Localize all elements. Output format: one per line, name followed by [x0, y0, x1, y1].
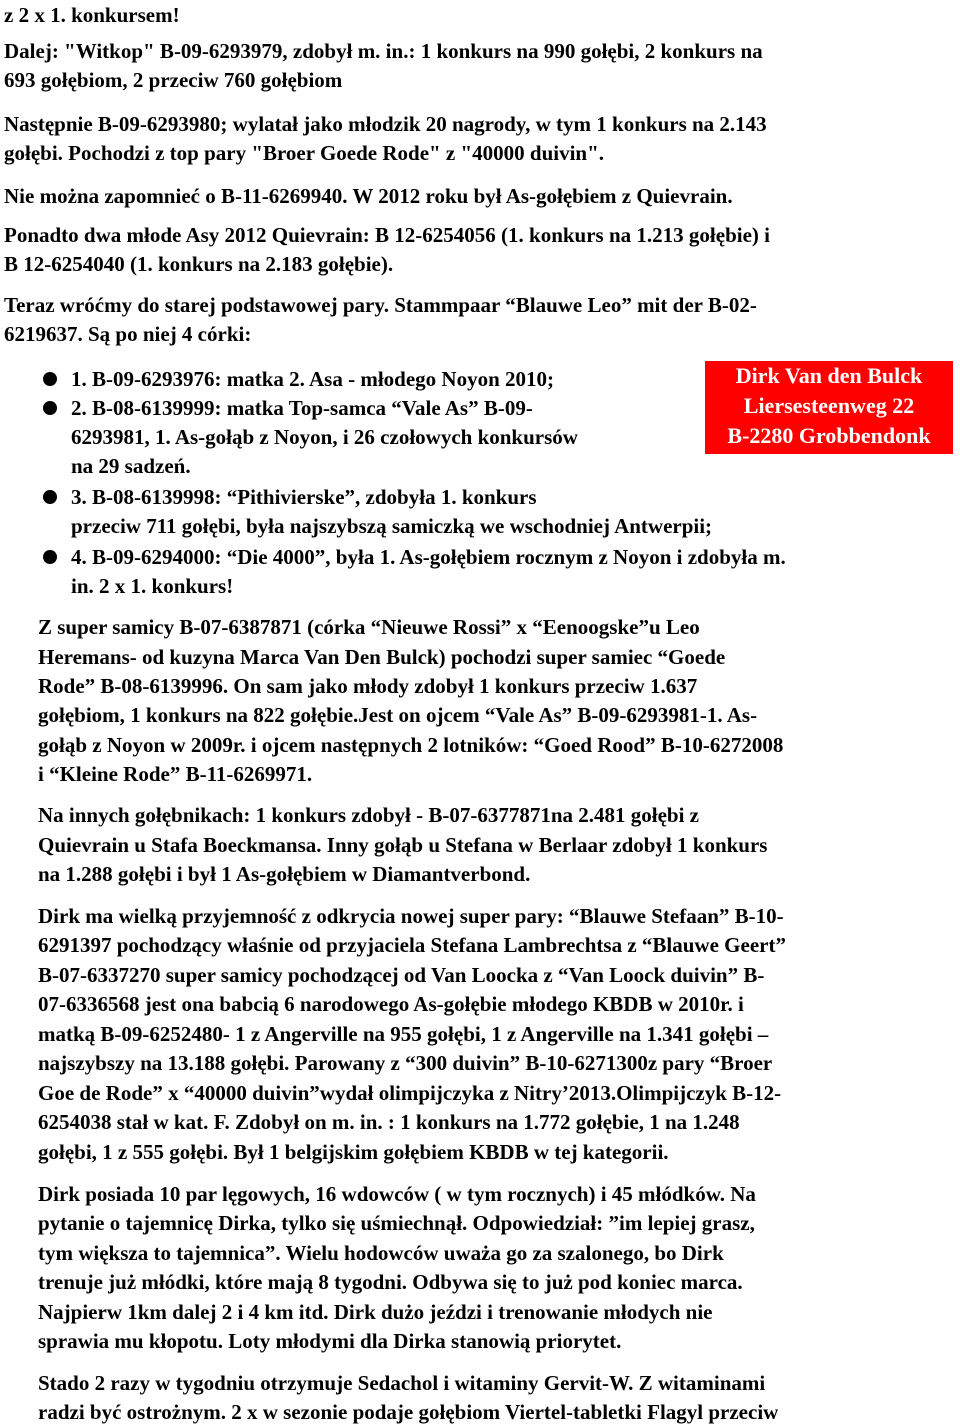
text-line: Nie można zapomnieć o B-11-6269940. W 2012 roku był As-gołębiem z Quievrain.	[4, 184, 733, 208]
text-line: Teraz wróćmy do starej podstawowej pary. Stammpaar “Blauwe Leo” mit der B-02-	[4, 293, 757, 317]
text-line: pytanie o tajemnicę Dirka, tylko się uśmiechnął. Odpowiedział: ”im lepiej grasz,	[38, 1211, 755, 1235]
text-line: in. 2 x 1. konkurs!	[71, 574, 234, 598]
address-name: Dirk Van den Bulck	[735, 363, 923, 388]
text-line: na 1.288 gołębi i był 1 As-gołębiem w Diamantverbond.	[38, 862, 531, 886]
text-line: B-07-6337270 super samicy pochodzącej od Van Loocka z “Van Loock duivin” B-	[38, 963, 765, 987]
text-line: gołębi, 1 z 555 gołębi. Był 1 belgijskim gołębiem KBDB w tej kategorii.	[38, 1140, 669, 1164]
text-line: 4. B-09-6294000: “Die 4000”, była 1. As-gołębiem rocznym z Noyon i zdobyła m.	[71, 545, 786, 569]
text-line: i “Kleine Rode” B-11-6269971.	[38, 762, 313, 786]
text-line: gołębiom, 1 konkurs na 822 gołębie.Jest on ojcem “Vale As” B-09-6293981-1. As-	[38, 703, 758, 727]
text-line: najszybszy na 13.188 gołębi. Parowany z “300 duivin” B-10-6271300z pary “Broer	[38, 1051, 773, 1075]
text-line: na 29 sadzeń.	[71, 454, 191, 478]
text-line: radzi być ostrożnym. 2 x w sezonie podaje gołębiom Viertel-tabletki Flagyl przeciw	[38, 1400, 779, 1424]
address-box	[705, 361, 953, 454]
text-line: Na innych gołębnikach: 1 konkurs zdobył - B-07-6377871na 2.481 gołębi z	[38, 803, 700, 827]
text-line: 693 gołębiom, 2 przeciw 760 gołębiom	[4, 68, 343, 92]
text-line: z 2 x 1. konkursem!	[4, 3, 180, 27]
text-line: 3. B-08-6139998: “Pithivierske”, zdobyła 1. konkurs	[71, 485, 537, 509]
text-line: Dalej: "Witkop" B-09-6293979, zdobył m. in.: 1 konkurs na 990 gołębi, 2 konkurs na	[4, 39, 763, 63]
text-line: przeciw 711 gołębi, była najszybszą samiczką we wschodniej Antwerpii;	[71, 514, 713, 538]
text-line: 6254038 stał w kat. F. Zdobył on m. in. : 1 konkurs na 1.772 gołębie, 1 na 1.248	[38, 1110, 740, 1134]
text-line: Dirk posiada 10 par lęgowych, 16 wdowców ( w tym rocznych) i 45 młódków. Na	[38, 1182, 756, 1206]
text-line: trenuje już młódki, które mają 8 tygodni. Odbywa się to już pod koniec marca.	[38, 1270, 743, 1294]
text-line: Najpierw 1km dalej 2 i 4 km itd. Dirk dużo jeździ i trenowanie młodych nie	[38, 1300, 713, 1324]
text-line: Ponadto dwa młode Asy 2012 Quievrain: B 12-6254056 (1. konkurs na 1.213 gołębie) i	[4, 223, 770, 247]
text-line: 2. B-08-6139999: matka Top-samca “Vale As” B-09-	[71, 396, 533, 420]
filled-circle-bullet-icon	[43, 490, 57, 504]
address-street: Liersesteenweg 22	[743, 393, 915, 418]
filled-circle-bullet-icon	[43, 550, 57, 564]
filled-circle-bullet-icon	[43, 401, 57, 415]
text-line: B 12-6254040 (1. konkurs na 2.183 gołębie).	[4, 252, 394, 276]
text-line: gołębi. Pochodzi z top pary "Broer Goede Rode" z "40000 duivin".	[4, 141, 605, 165]
text-line: Rode” B-08-6139996. On sam jako młody zdobył 1 konkurs przeciw 1.637	[38, 674, 698, 698]
address-city: B-2280 Grobbendonk	[727, 423, 931, 448]
text-line: Następnie B-09-6293980; wylatał jako młodzik 20 nagrody, w tym 1 konkurs na 2.143	[4, 112, 767, 136]
text-line: tym większa to tajemnica”. Wielu hodowców uważa go za szalonego, bo Dirk	[38, 1241, 724, 1265]
text-line: gołąb z Noyon w 2009r. i ojcem następnych 2 lotników: “Goed Rood” B-10-6272008	[38, 733, 784, 757]
text-line: Goe de Rode” x “40000 duivin”wydał olimpijczyka z Nitry’2013.Olimpijczyk B-12-	[38, 1081, 782, 1105]
text-line: Quievrain u Stafa Boeckmansa. Inny gołąb u Stefana w Berlaar zdobył 1 konkurs	[38, 833, 768, 857]
text-line: 6291397 pochodzący właśnie od przyjaciela Stefana Lambrechtsa z “Blauwe Geert”	[38, 933, 786, 957]
text-line: sprawia mu kłopotu. Loty młodymi dla Dirka stanowią priorytet.	[38, 1329, 622, 1353]
text-line: matką B-09-6252480- 1 z Angerville na 955 gołębi, 1 z Angerville na 1.341 gołębi –	[38, 1022, 769, 1046]
text-line: 1. B-09-6293976: matka 2. Asa - młodego Noyon 2010;	[71, 367, 554, 391]
text-line: 07-6336568 jest ona babcią 6 narodowego As-gołębie młodego KBDB w 2010r. i	[38, 992, 744, 1016]
text-line: Dirk ma wielką przyjemność z odkrycia nowej super pary: “Blauwe Stefaan” B-10-	[38, 904, 784, 928]
filled-circle-bullet-icon	[43, 372, 57, 386]
text-line: Z super samicy B-07-6387871 (córka “Nieuwe Rossi” x “Eenoogske”u Leo	[38, 615, 700, 639]
text-line: 6219637. Są po niej 4 córki:	[4, 322, 252, 346]
text-line: Stado 2 razy w tygodniu otrzymuje Sedachol i witaminy Gervit-W. Z witaminami	[38, 1371, 766, 1395]
text-line: 6293981, 1. As-gołąb z Noyon, i 26 czołowych konkursów	[71, 425, 578, 449]
text-line: Heremans- od kuzyna Marca Van Den Bulck) pochodzi super samiec “Goede	[38, 645, 726, 669]
